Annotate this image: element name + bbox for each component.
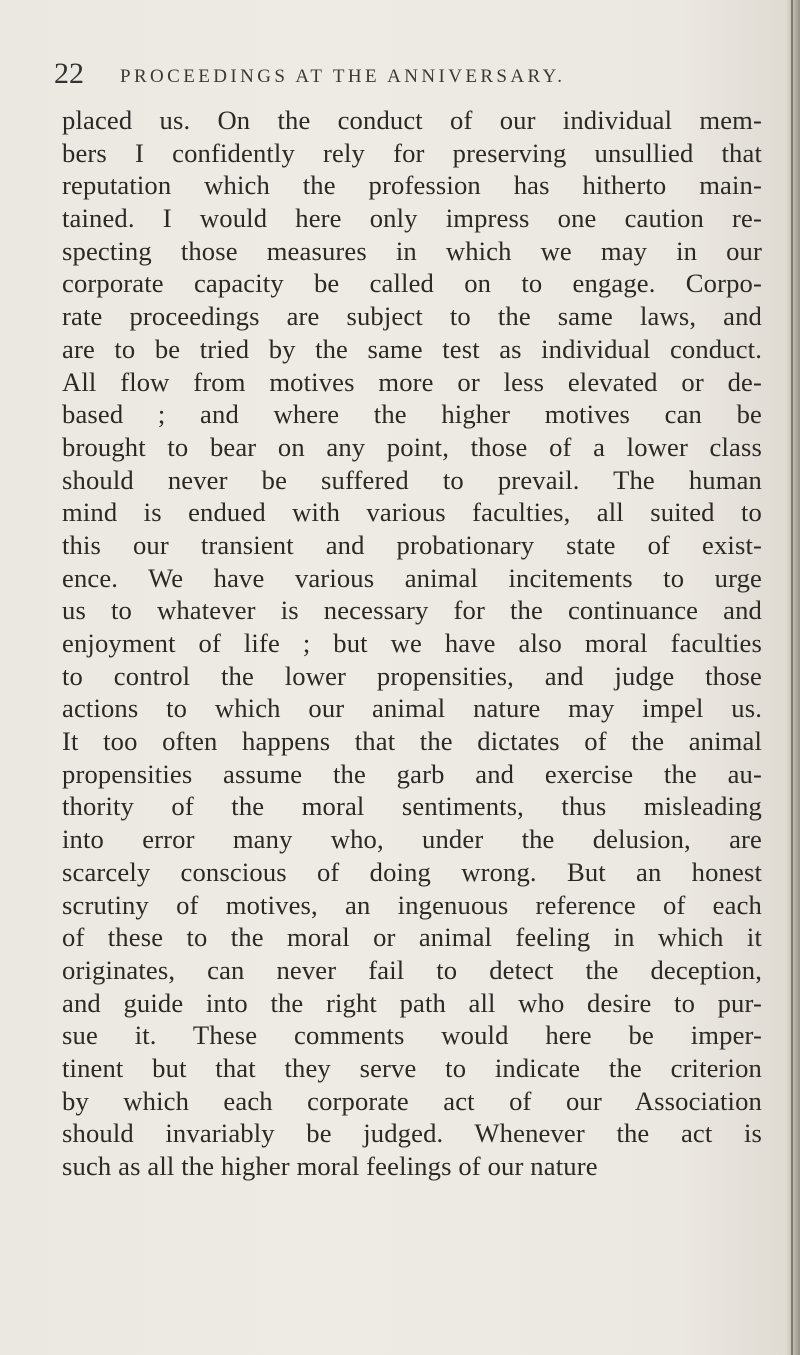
page-number: 22 [54, 57, 84, 90]
text-line: such as all the higher moral feelings of our nature [62, 1151, 598, 1181]
text-line: us to whatever is necessary for the continuance and [62, 595, 762, 626]
text-line: propensities assume the garb and exercise the au- [62, 758, 762, 789]
page-binding-edge [786, 0, 800, 1355]
text-line: All flow from motives more or less elevated or de- [62, 366, 762, 397]
text-line: this our transient and probationary state of exist- [62, 529, 762, 560]
text-line: bers I confidently rely for preserving unsullied that [62, 137, 762, 168]
text-line: It too often happens that the dictates of the animal [62, 726, 762, 757]
text-line: tinent but that they serve to indicate the criterion [62, 1052, 762, 1083]
text-line: scrutiny of motives, an ingenuous reference of each [62, 889, 762, 920]
text-line: of these to the moral or animal feeling in which it [62, 922, 762, 953]
text-line: by which each corporate act of our Association [62, 1085, 762, 1116]
running-head: PROCEEDINGS AT THE ANNIVERSARY. [120, 66, 566, 87]
text-line: enjoyment of life ; but we have also moral faculties [62, 628, 762, 658]
text-line: to control the lower propensities, and judge those [62, 660, 762, 691]
text-line: specting those measures in which we may in our [62, 235, 762, 266]
page-header [54, 56, 754, 96]
body-text [62, 104, 762, 1183]
text-line: tained. I would here only impress one caution re- [62, 203, 762, 234]
text-line: mind is endued with various faculties, all suited to [62, 497, 762, 528]
text-line: placed us. On the conduct of our individual mem- [62, 105, 762, 135]
text-line: corporate capacity be called on to engage. Corpo- [62, 268, 762, 299]
text-line: sue it. These comments would here be imper- [62, 1020, 762, 1051]
text-line: should invariably be judged. Whenever the act is [62, 1118, 762, 1149]
text-line: brought to bear on any point, those of a lower class [62, 431, 762, 462]
text-line: thority of the moral sentiments, thus misleading [62, 791, 762, 822]
text-line: based ; and where the higher motives can be [62, 399, 762, 430]
text-line: reputation which the profession has hitherto main- [62, 170, 762, 201]
text-line: into error many who, under the delusion, are [62, 824, 762, 855]
text-line: rate proceedings are subject to the same laws, and [62, 301, 762, 332]
text-line: are to be tried by the same test as individual conduct. [62, 333, 762, 364]
text-line: should never be suffered to prevail. The human [62, 464, 762, 495]
text-line: scarcely conscious of doing wrong. But an honest [62, 856, 762, 887]
text-line: ence. We have various animal incitements to urge [62, 562, 762, 593]
text-line: actions to which our animal nature may impel us. [62, 693, 762, 724]
text-line: originates, can never fail to detect the deception, [62, 954, 762, 985]
text-line: and guide into the right path all who desire to pur- [62, 987, 762, 1018]
